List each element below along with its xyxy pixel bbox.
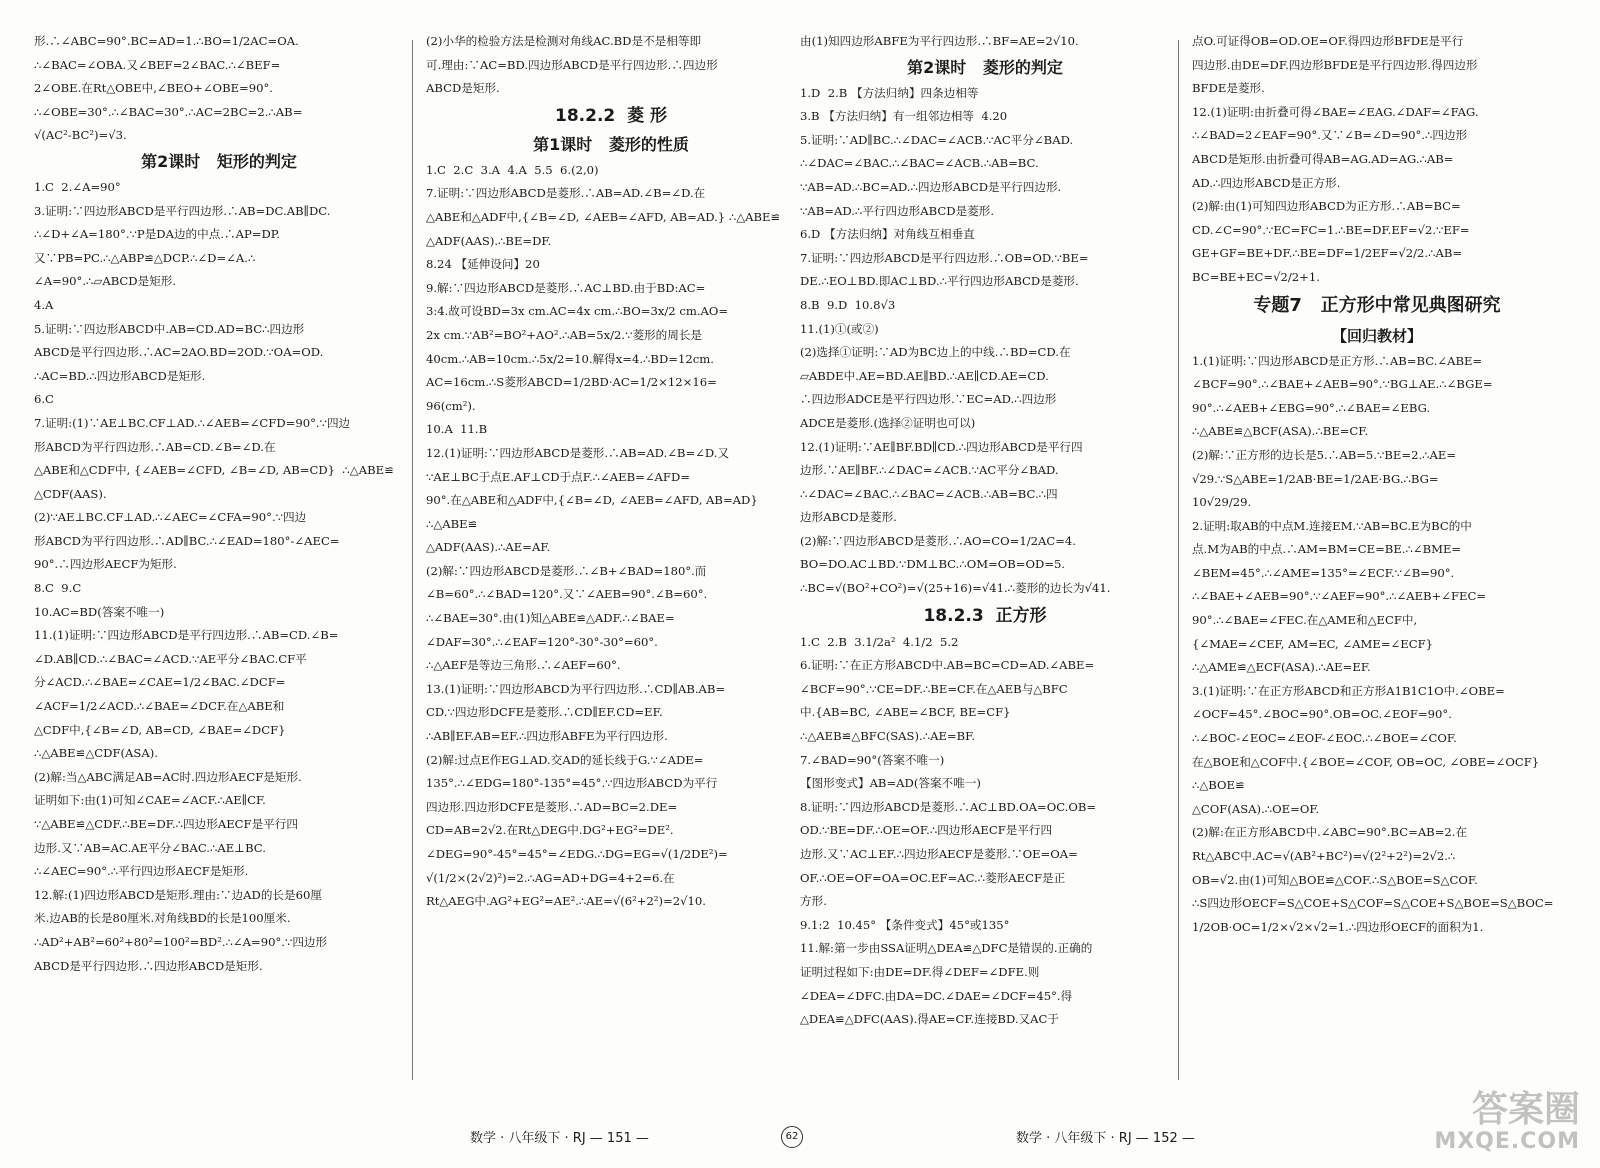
text-line: 11.(1)证明:∵四边形ABCD是平行四边形.∴AB=CD.∠B= <box>34 628 339 643</box>
text-line: 1.C 2.B 3.1/2a² 4.1/2 5.2 <box>800 634 959 649</box>
text-line: 可.理由:∵AC=BD.四边形ABCD是平行四边形.∴四边形 <box>426 57 718 72</box>
text-line: ∵AB=AD.∴平行四边形ABCD是菱形. <box>800 203 995 218</box>
text-line: 9.解:∵四边形ABCD是菱形.∴AC⊥BD.由于BD:AC= <box>426 280 706 295</box>
text-line: 40cm.∴AB=10cm.∴5x/2=10.解得x=4.∴BD=12cm. <box>426 351 714 366</box>
text-line: ∴∠BAC=∠OBA.又∠BEF=2∠BAC.∴∠BEF= <box>34 57 281 72</box>
text-line: 【图形变式】AB=AD(答案不唯一) <box>800 776 981 791</box>
heading-square: 18.2.3 正方形 <box>923 605 1047 626</box>
text-line: 7.∠BAD=90°(答案不唯一) <box>800 752 945 767</box>
text-line: 135°.∴∠EDG=180°-135°=45°.∵四边形ABCD为平行 <box>426 776 718 791</box>
text-line: OF.∴OE=OF=OA=OC.EF=AC.∴菱形AECF是正 <box>800 870 1066 885</box>
text-line: 边形.∵AE∥BF.∴∠DAC=∠ACB.∵AC平分∠BAD. <box>800 463 1059 478</box>
text-line: 90°.在△ABE和△ADF中,{∠B=∠D, ∠AEB=∠AFD, AB=AD} ∴△ABE≌ <box>426 493 762 531</box>
text-line: ∠DEA=∠DFC.由DA=DC.∠DAE=∠DCF=45°.得 <box>800 988 1073 1003</box>
heading-rhombus-judge: 第2课时 菱形的判定 <box>907 57 1063 77</box>
text-line: 在△BOE和△COF中.{∠BOE=∠COF, OB=OC, ∠OBE=∠OCF} ∴△BOE≌ <box>1192 754 1543 793</box>
text-line: 1/2OB·OC=1/2×√2×√2=1.∴四边形OECF的面积为1. <box>1192 919 1484 934</box>
text-line: 1.C 2.C 3.A 4.A 5.5 6.(2,0) <box>426 162 599 177</box>
text-line: 7.证明:(1)∵AE⊥BC.CF⊥AD.∴∠AEB=∠CFD=90°.∵四边 <box>34 415 351 430</box>
text-line: 7.证明:∵四边形ABCD是菱形.∴AB=AD.∠B=∠D.在 <box>426 186 706 201</box>
text-line: 12.(1)证明:∵四边形ABCD是菱形.∴AB=AD.∠B=∠D.又 <box>426 445 730 460</box>
text-line: 3.证明:∵四边形ABCD是平行四边形.∴AB=DC.AB∥DC. <box>34 203 331 218</box>
text-line: 4.A <box>34 297 54 312</box>
text-line: 8.C 9.C <box>34 581 82 596</box>
watermark-logo-text: 答案圈 <box>1471 1089 1580 1130</box>
text-line: 边形.又∵AC⊥EF.∴四边形AECF是菱形.∵OE=OA= <box>800 847 1078 861</box>
text-line: 10√29/29. <box>1192 495 1252 510</box>
text-line: √(1/2×(2√2)²)=2.∴AG=AD+DG=4+2=6.在 <box>426 870 675 885</box>
text-line: AC=16cm.∴S菱形ABCD=1/2BD·AC=1/2×12×16= <box>426 375 717 390</box>
text-line: 90°.∴四边形AECF为矩形. <box>34 557 177 572</box>
text-line: 2∠OBE.在Rt△OBE中,∠BEO+∠OBE=90°. <box>34 81 273 96</box>
footer-right: 数学 · 八年级下 · RJ — 152 — <box>1016 1131 1195 1146</box>
text-line: ∴AB∥EF.AB=EF.∴四边形ABFE为平行四边形. <box>426 729 668 744</box>
text-line: ∵AE⊥BC于点E.AF⊥CD于点F.∴∠AEB=∠AFD= <box>426 469 690 484</box>
text-line: ∴∠DAC=∠BAC.∴∠BAC=∠ACB.∴AB=BC.∴四 <box>800 486 1058 501</box>
text-line: √29.∵S△ABE=1/2AB·BE=1/2AE·BG.∴BG= <box>1192 471 1439 486</box>
text-line: ∴AC=BD.∴四边形ABCD是矩形. <box>34 368 206 383</box>
text-line: 2.证明:取AB的中点M.连接EM.∵AB=BC.E为BC的中 <box>1192 518 1472 533</box>
text-line: √(AC²-BC²)=√3. <box>34 128 127 143</box>
text-line: (2)∵AE⊥BC.CF⊥AD.∴∠AEC=∠CFA=90°.∵四边 <box>34 510 307 525</box>
text-line: 1.D 2.B 【方法归纳】四条边相等 <box>800 85 979 100</box>
text-line: △ADF(AAS).∴AE=AF. <box>426 540 551 555</box>
heading-rect-judge: 第2课时 矩形的判定 <box>141 151 297 171</box>
column-3 <box>800 30 1170 1110</box>
text-line: △CDF(AAS). <box>34 486 107 501</box>
col4-body <box>1192 350 1562 940</box>
text-line: (2)解:在正方形ABCD中.∠ABC=90°.BC=AB=2.在 <box>1192 825 1468 840</box>
text-line: CD.∠C=90°.∵EC=FC=1.∴BE=DF.EF=√2.∵EF= <box>1192 222 1470 237</box>
text-line: ∴∠OBE=30°.∴∠BAC=30°.∴AC=2BC=2.∴AB= <box>34 104 303 119</box>
heading-rhombus-props: 第1课时 菱形的性质 <box>533 134 689 154</box>
text-line: ∠DEG=90°-45°=45°=∠EDG.∴DG=EG=√(1/2DE²)= <box>426 847 728 861</box>
text-line: 9.1:2 10.45° 【条件变式】45°或135° <box>800 917 1010 932</box>
text-line: ABCD是平行四边形.∴四边形ABCD是矩形. <box>34 958 263 973</box>
text-line: DE.∴EO⊥BD.即AC⊥BD.∴平行四边形ABCD是菱形. <box>800 274 1079 289</box>
text-line: OD.∵BE=DF.∴OE=OF.∴四边形AECF是平行四 <box>800 823 1053 838</box>
column-4 <box>1192 30 1562 1110</box>
text-line: ∠BEM=45°.∴∠AME=135°=∠ECF.∵∠B=90°. <box>1192 565 1455 580</box>
text-line: 证明过程如下:由DE=DF.得∠DEF=∠DFE.则 <box>800 964 1040 979</box>
text-line: (2)解:∵正方形的边长是5.∴AB=5.∵BE=2.∴AE= <box>1192 447 1457 462</box>
col3-body2 <box>800 631 1170 1032</box>
col3-body <box>800 82 1170 601</box>
text-line: 由(1)知四边形ABFE为平行四边形.∴BF=AE=2√10. <box>800 34 1079 48</box>
text-line: 8.24 【延伸设问】20 <box>426 257 540 272</box>
text-line: ∠ACF=1/2∠ACD.∴∠BAE=∠DCF.在△ABE和 <box>34 699 285 714</box>
col1-body <box>34 176 404 978</box>
text-line: ∴BC=√(BO²+CO²)=√(25+16)=√41.∴菱形的边长为√41. <box>800 581 1111 596</box>
col1-intro <box>34 30 404 148</box>
text-line: BC=BE+EC=√2/2+1. <box>1192 269 1320 284</box>
text-line: ∠D.AB∥CD.∴∠BAC=∠ACD.∵AE平分∠BAC.CF平 <box>34 651 307 666</box>
text-line: 8.证明:∵四边形ABCD是菱形.∴AC⊥BD.OA=OC.OB= <box>800 799 1097 814</box>
footer-left: 数学 · 八年级下 · RJ — 151 — <box>470 1131 649 1146</box>
text-line: 12.解:(1)四边形ABCD是矩形.理由:∵边AD的长是60厘 <box>34 887 322 902</box>
text-line: 方形. <box>800 894 827 909</box>
text-line: 5.证明:∵AD∥BC.∴∠DAC=∠ACB.∵AC平分∠BAD. <box>800 132 1074 147</box>
text-line: ∴∠BAE=30°.由(1)知△ABE≌△ADF.∴∠BAE= <box>426 611 675 626</box>
heading-return: 【回归教材】 <box>1331 326 1422 345</box>
text-line: △ABE和△ADF中,{∠B=∠D, ∠AEB=∠AFD, AB=AD.} ∴△ABE≌ <box>426 209 781 224</box>
text-line: 11.解:第一步由SSA证明△DEA≌△DFC是错误的.正确的 <box>800 941 1093 956</box>
text-line: 8.B 9.D 10.8√3 <box>800 297 896 312</box>
text-line: CD.∵四边形DCFE是菱形.∴CD∥EF.CD=EF. <box>426 705 663 720</box>
text-line: ∵△ABE≌△CDF.∴BE=DF.∴四边形AECF是平行四 <box>34 817 298 831</box>
text-line: BFDE是菱形. <box>1192 81 1265 96</box>
text-line: ∠B=60°.∴∠BAD=120°.又∵∠AEB=90°.∠B=60°. <box>426 587 708 602</box>
page-badge: 62 <box>781 1126 803 1148</box>
text-line: 90°.∴∠AEB+∠EBG=90°.∴∠BAE=∠EBG. <box>1192 400 1431 415</box>
text-line: △CDF中,{∠B=∠D, AB=CD, ∠BAE=∠DCF} ∴△ABE≌△CDF(ASA). <box>34 722 290 761</box>
divider-left <box>412 40 413 1080</box>
text-line: 点.M为AB的中点.∴AM=BM=CE=BE.∴∠BME= <box>1192 542 1462 557</box>
text-line: 米.边AB的长是80厘米.对角线BD的长是100厘米. <box>34 911 291 926</box>
col2-body <box>426 159 796 914</box>
text-line: △ABE和△CDF中, {∠AEB=∠CFD, ∠B=∠D, AB=CD} ∴△ABE≌ <box>34 463 394 478</box>
text-line: ∴∠BAD=2∠EAF=90°.又∵∠B=∠D=90°.∴四边形 <box>1192 128 1468 143</box>
text-line: ∴AD²+AB²=60²+80²=100²=BD².∴∠A=90°.∵四边形 <box>34 934 328 949</box>
text-line: 1.(1)证明:∵四边形ABCD是正方形.∴AB=BC.∠ABE= <box>1192 353 1483 368</box>
text-line: ∠DAF=30°.∴∠EAF=120°-30°-30°=60°. <box>426 634 658 649</box>
text-line: 1.C 2.∠A=90° <box>34 179 121 194</box>
text-line: △COF(ASA).∴OE=OF. <box>1192 801 1320 816</box>
text-line: ▱ABDE中.AE=BD.AE∥BD.∴AE∥CD.AE=CD. <box>800 368 1049 383</box>
watermark <box>1434 1090 1580 1154</box>
text-line: ∠BCF=90°.∵CE=DF.∴BE=CF.在△AEB与△BFC <box>800 681 1068 696</box>
text-line: 四边形.四边形DCFE是菱形.∴AD=BC=2.DE= <box>426 799 678 814</box>
text-line: 3.B 【方法归纳】有一组邻边相等 4.20 <box>800 109 1008 124</box>
text-line: ∠A=90°.∴▱ABCD是矩形. <box>34 274 177 289</box>
text-line: 边形.又∵AB=AC.AE平分∠BAC.∴AE⊥BC. <box>34 840 266 855</box>
text-line: 边形ABCD是菱形. <box>800 510 897 525</box>
text-line: ABCD是矩形.由折叠可得AB=AG.AD=AG.∴AB= <box>1192 151 1454 166</box>
text-line: 四边形.由DE=DF.四边形BFDE是平行四边形.得四边形 <box>1192 57 1478 72</box>
col2-intro <box>426 30 796 101</box>
text-line: (2)解:∵四边形ABCD是菱形.∴∠B+∠BAD=180°.而 <box>426 563 707 578</box>
text-line: 中.{AB=BC, ∠ABE=∠BCF, BE=CF} ∴△AEB≌△BFC(SAS).∴AE=BF. <box>800 705 1015 744</box>
text-line: 形.∴∠ABC=90°.BC=AD=1.∴BO=1/2AC=OA. <box>34 34 299 48</box>
text-line: 13.(1)证明:∵四边形ABCD为平行四边形.∴CD∥AB.AB= <box>426 681 726 696</box>
text-line: 形ABCD为平行四边形.∴AB=CD.∠B=∠D.在 <box>34 439 276 454</box>
text-line: ∴∠DAC=∠BAC.∴∠BAC=∠ACB.∴AB=BC. <box>800 156 1039 171</box>
text-line: 12.(1)证明:由折叠可得∠BAE=∠EAG.∠DAF=∠FAG. <box>1192 104 1479 119</box>
text-line: 11.(1)①(或②) <box>800 321 879 336</box>
text-line: (2)小华的检验方法是检测对角线AC.BD是不是相等即 <box>426 34 702 48</box>
text-line: 形ABCD为平行四边形.∴AD∥BC.∴∠EAD=180°-∠AEC= <box>34 533 340 548</box>
column-2 <box>426 30 796 1110</box>
text-line: △DEA≌△DFC(AAS).得AE=CF.连接BD.又AC于 <box>800 1012 1059 1027</box>
text-line: 6.C <box>34 392 54 407</box>
text-line: ∴△ABE≌△BCF(ASA).∴BE=CF. <box>1192 424 1369 439</box>
text-line: 点O.可证得OB=OD.OE=OF.得四边形BFDE是平行 <box>1192 34 1464 48</box>
text-line: Rt△AEG中.AG²+EG²=AE².∴AE=√(6²+2²)=2√10. <box>426 894 706 909</box>
text-line: 又∵PB=PC.∴△ABP≌△DCP.∴∠D=∠A.∴ <box>34 250 256 265</box>
text-line: ∴∠BOC-∠EOC=∠EOF-∠EOC.∴∠BOE=∠COF. <box>1192 731 1457 746</box>
text-line: (2)解:过点E作EG⊥AD.交AD的延长线于G.∵∠ADE= <box>426 752 704 767</box>
text-line: 10.AC=BD(答案不唯一) <box>34 604 165 619</box>
text-line: ∴△AEF是等边三角形.∴∠AEF=60°. <box>426 658 621 673</box>
text-line: 6.证明:∵在正方形ABCD中.AB=BC=CD=AD.∠ABE= <box>800 658 1095 673</box>
text-line: ABCD是矩形. <box>426 81 500 96</box>
text-line: ∠OCF=45°.∠BOC=90°.OB=OC.∠EOF=90°. <box>1192 707 1452 722</box>
heading-rhombus: 18.2.2 菱 形 <box>555 105 667 126</box>
text-line: ∴S四边形OECF=S△COE+S△COF=S△COE+S△BOE=S△BOC= <box>1192 896 1554 911</box>
text-line: (2)解:当△ABC满足AB=AC时.四边形AECF是矩形. <box>34 769 302 784</box>
column-1 <box>34 30 404 1110</box>
text-line: GE+GF=BE+DF.∴BE=DF=1/2EF=√2/2.∴AB= <box>1192 246 1463 261</box>
watermark-url: MXQE.COM <box>1434 1129 1580 1154</box>
text-line: 5.证明:∵四边形ABCD中.AB=CD.AD=BC∴四边形 <box>34 321 305 336</box>
text-line: BO=DO.AC⊥BD.∵DM⊥BC.∴OM=OB=OD=5. <box>800 557 1066 572</box>
col4-intro <box>1192 30 1562 290</box>
text-line: 10.A 11.B <box>426 422 488 437</box>
text-line: CD=AB=2√2.在Rt△DEG中.DG²+EG²=DE². <box>426 823 674 838</box>
text-line: ∠BCF=90°.∴∠BAE+∠AEB=90°.∵BG⊥AE.∴∠BGE= <box>1192 377 1493 392</box>
text-line: 3:4.故可设BD=3x cm.AC=4x cm.∴BO=3x/2 cm.AO= <box>426 304 729 319</box>
text-line: 96(cm²). <box>426 398 476 413</box>
text-line: ADCE是菱形.(选择②证明也可以) <box>800 415 976 430</box>
text-line: 90°.∴∠BAE=∠FEC.在△AME和△ECF中, <box>1192 613 1418 628</box>
text-line: ∴∠BAE+∠AEB=90°.∵∠AEF=90°.∴∠AEB+∠FEC= <box>1192 589 1487 604</box>
text-line: {∠MAE=∠CEF, AM=EC, ∠AME=∠ECF} ∴△AME≌△ECF(ASA).∴AE=EF. <box>1192 636 1437 675</box>
text-line: Rt△ABC中.AC=√(AB²+BC²)=√(2²+2²)=2√2.∴ <box>1192 849 1456 863</box>
text-line: 7.证明:∵四边形ABCD是平行四边形.∴OB=OD.∵BE= <box>800 250 1089 265</box>
text-line: 3.(1)证明:∵在正方形ABCD和正方形A1B1C1O中.∠OBE= <box>1192 683 1505 698</box>
text-line: 12.(1)证明:∵AE∥BF.BD∥CD.∴四边形ABCD是平行四 <box>800 439 1083 454</box>
text-line: (2)解:由(1)可知四边形ABCD为正方形.∴AB=BC= <box>1192 199 1461 214</box>
text-line: ABCD是平行四边形.∴AC=2AO.BD=2OD.∵OA=OD. <box>34 345 324 360</box>
text-line: 分∠ACD.∴∠BAE=∠CAE=1/2∠BAC.∠DCF= <box>34 675 286 690</box>
text-line: ∴∠D+∠A=180°.∵P是DA边的中点.∴AP=DP. <box>34 227 280 242</box>
text-line: 证明如下:由(1)可知∠CAE=∠ACF.∴AE∥CF. <box>34 793 266 808</box>
text-line: AD.∴四边形ABCD是正方形. <box>1192 175 1341 190</box>
text-line: ∴四边形ADCE是平行四边形.∵EC=AD.∴四边形 <box>800 392 1057 407</box>
text-line: ∴∠AEC=90°.∴平行四边形AECF是矩形. <box>34 864 249 879</box>
text-line: OB=√2.由(1)可知△BOE≌△COF.∴S△BOE=S△COF. <box>1192 872 1478 887</box>
text-line: △ADF(AAS).∴BE=DF. <box>426 233 552 248</box>
text-line: ∵AB=AD.∴BC=AD.∴四边形ABCD是平行四边形. <box>800 179 1062 194</box>
text-line: (2)选择①证明:∵AD为BC边上的中线.∴BD=CD.在 <box>800 345 1071 360</box>
text-line: 6.D 【方法归纳】对角线互相垂直 <box>800 227 975 242</box>
text-line: (2)解:∵四边形ABCD是菱形.∴AO=CO=1/2AC=4. <box>800 533 1076 548</box>
text-line: 2x cm.∵AB²=BO²+AO².∴AB=5x/2.∵菱形的周长是 <box>426 327 703 342</box>
divider-right <box>1178 40 1179 1080</box>
col3-intro <box>800 30 1170 54</box>
heading-topic7: 专题7 正方形中常见典图研究 <box>1253 294 1501 316</box>
